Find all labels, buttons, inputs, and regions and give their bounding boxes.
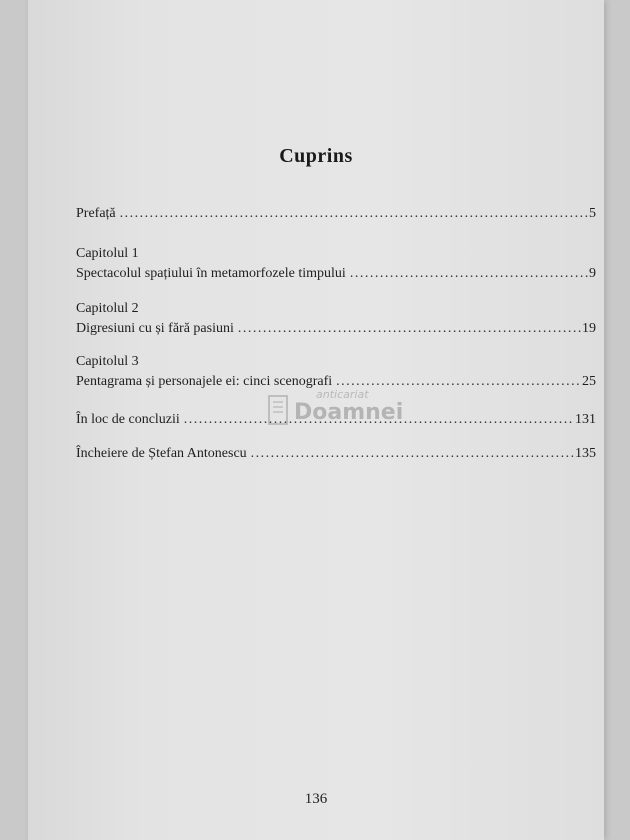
toc-page-number: 5 [589,206,596,221]
toc-line [76,374,596,390]
toc-entry-title: Spectacolul spațiului în metamorfozele timpului [76,266,346,281]
book-page [28,0,604,840]
toc-entry-title: Prefață [76,206,116,221]
toc-leader-dots [184,412,574,428]
toc-page-number: 135 [575,446,596,461]
toc-page-number: 19 [582,321,596,336]
page-number: 136 [304,791,328,807]
toc-chapter-label: Capitolul 3 [76,354,139,369]
page-title: Cuprins [279,145,353,167]
toc-leader-dots [251,446,574,462]
toc-entry-title: Pentagrama și personajele ei: cinci scenografi [76,374,333,389]
toc-leader-dots [238,321,581,337]
toc-page-number: 25 [582,374,596,389]
toc-chapter-label: Capitolul 2 [76,301,139,316]
toc-leader-dots [336,374,581,390]
watermark-small-text: anticariat [316,388,369,401]
toc-entry-title: Digresiuni cu și fără pasiuni [76,321,234,336]
toc-leader-dots [120,206,588,222]
toc-line [76,412,596,428]
toc-leader-dots [350,266,588,282]
toc-line [76,266,596,282]
toc-page-number: 131 [575,412,596,427]
toc-entry-title: Încheiere de Ștefan Antonescu [76,446,247,461]
toc-line [76,321,596,337]
watermark-big-text: Doamnei [294,400,404,425]
toc-line [76,446,596,462]
toc-page-number: 9 [589,266,596,281]
toc-chapter-label: Capitolul 1 [76,246,139,261]
toc-line [76,206,596,222]
toc-entry-title: În loc de concluzii [76,412,180,427]
